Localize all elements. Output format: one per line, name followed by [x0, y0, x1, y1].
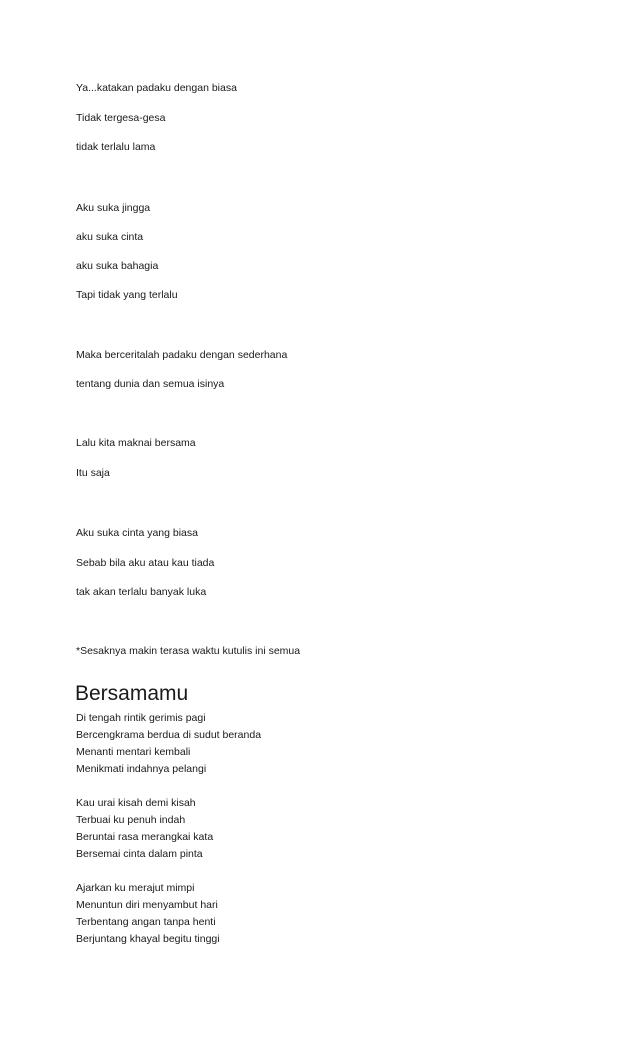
poem-line: Terbuai ku penuh indah [76, 814, 186, 826]
poem-line: Ya...katakan padaku dengan biasa [76, 82, 237, 94]
poem-footnote: *Sesaknya makin terasa waktu kutulis ini semua [76, 645, 301, 657]
poem-line: Beruntai rasa merangkai kata [76, 831, 214, 843]
poem-line: tentang dunia dan semua isinya [76, 378, 225, 390]
poem-line: tak akan terlalu banyak luka [76, 586, 207, 598]
poem-title: Bersamamu [75, 682, 189, 705]
poem-line: Lalu kita maknai bersama [76, 437, 196, 449]
poem-line: aku suka bahagia [76, 260, 159, 272]
poem-line: Maka berceritalah padaku dengan sederhana [76, 349, 288, 361]
poem-line: Di tengah rintik gerimis pagi [76, 712, 206, 724]
poem-line: Menikmati indahnya pelangi [76, 763, 207, 775]
poem-line: Bercengkrama berdua di sudut beranda [76, 729, 262, 741]
poem-line: Kau urai kisah demi kisah [76, 797, 196, 809]
poem-line: Aku suka cinta yang biasa [76, 527, 198, 539]
poem-line: aku suka cinta [76, 231, 144, 243]
poem-line: Sebab bila aku atau kau tiada [76, 557, 215, 569]
poem-line: Bersemai cinta dalam pinta [76, 848, 203, 860]
poem-line: Itu saja [76, 467, 110, 479]
poem-line: Menanti mentari kembali [76, 746, 191, 758]
poem-line: Ajarkan ku merajut mimpi [76, 882, 195, 894]
poem-line: Tapi tidak yang terlalu [76, 289, 178, 301]
poem-line: Terbentang angan tanpa henti [76, 916, 216, 928]
poem-line: Aku suka jingga [76, 202, 151, 214]
poem-line: tidak terlalu lama [76, 141, 156, 153]
poem-line: Berjuntang khayal begitu tinggi [76, 933, 220, 945]
poem-line: Tidak tergesa-gesa [76, 112, 166, 124]
poem-line: Menuntun diri menyambut hari [76, 899, 218, 911]
